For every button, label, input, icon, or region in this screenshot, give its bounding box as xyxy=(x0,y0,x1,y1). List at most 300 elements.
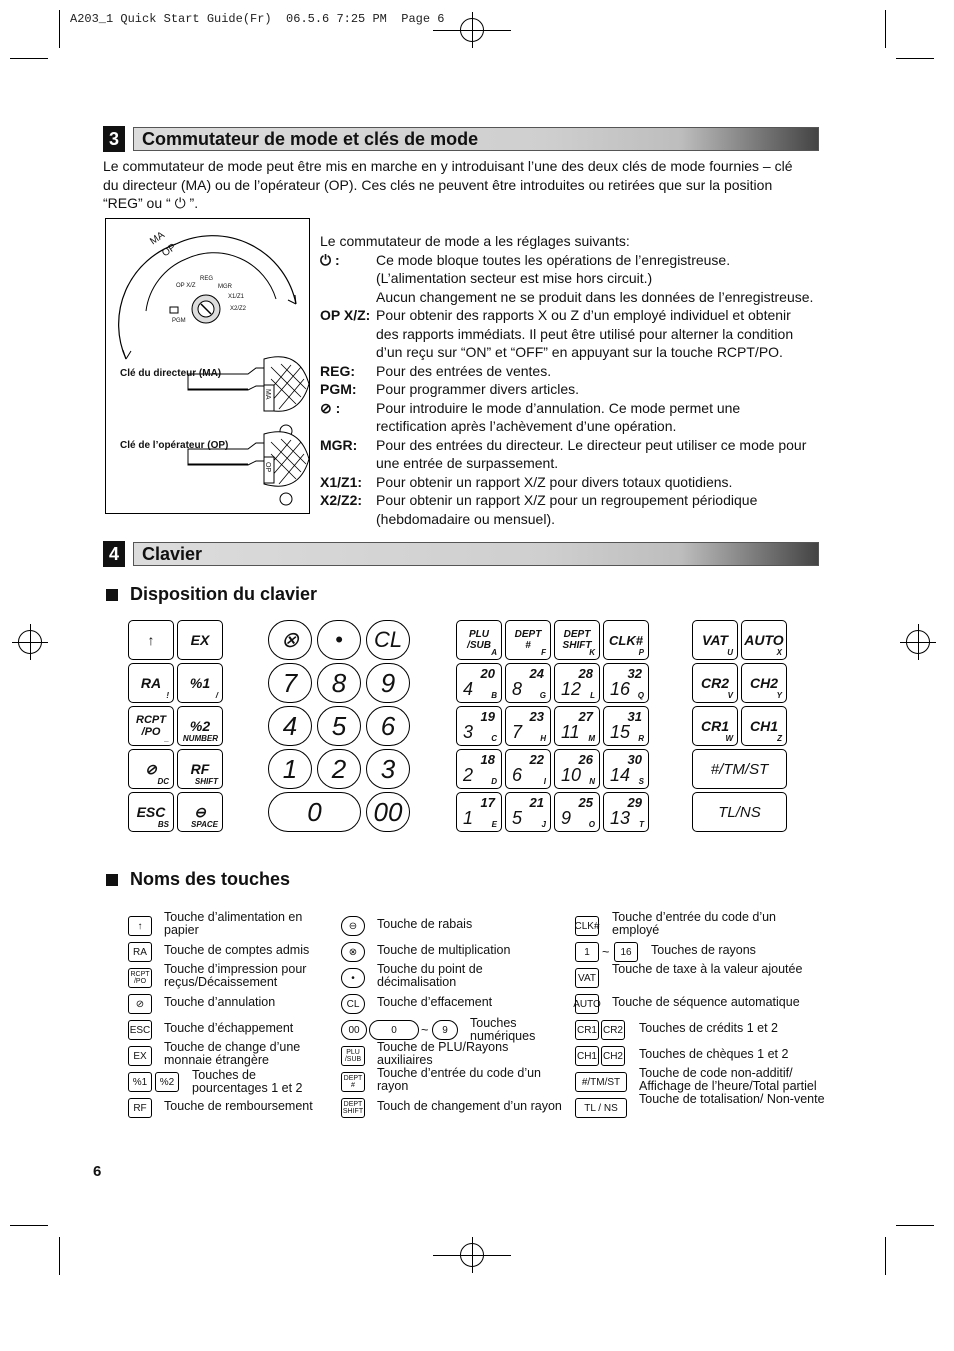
numeric-key[interactable] xyxy=(268,620,312,660)
keyboard-key[interactable] xyxy=(177,792,223,832)
key-sublabel: A xyxy=(491,648,497,657)
key-label: DEPT # xyxy=(514,629,542,651)
registration-mark xyxy=(454,1237,490,1273)
legend-key xyxy=(601,1046,625,1066)
legend-key xyxy=(341,968,365,988)
switch-label-pgm: PGM xyxy=(172,318,186,324)
numeric-key[interactable] xyxy=(317,620,361,660)
department-key[interactable] xyxy=(603,663,649,703)
crop-mark xyxy=(10,1225,48,1226)
legend-description: Touche d’alimentation en papier xyxy=(164,910,303,937)
key-label: CR2 xyxy=(700,675,729,691)
legend-key-label: 1 xyxy=(584,946,590,958)
department-key[interactable] xyxy=(505,663,551,703)
legend-key-label: CH1 xyxy=(576,1050,597,1062)
dept-number-shifted: 23 xyxy=(529,709,544,724)
legend-key xyxy=(575,942,599,962)
key-sublabel: NUMBER xyxy=(182,734,218,743)
key-label: CLK# xyxy=(609,632,643,648)
legend-key xyxy=(601,1020,625,1040)
legend-key xyxy=(575,1098,627,1118)
dept-number-shifted: 32 xyxy=(627,666,642,681)
legend-key xyxy=(575,1072,627,1092)
legend-key xyxy=(128,916,152,936)
key-label: RCPT /PO xyxy=(136,714,166,738)
legend-description: Touches numériques xyxy=(470,1016,536,1043)
legend-description: Touche d’entrée du code d’un employé xyxy=(612,910,777,937)
legend-description: Touche de rabais xyxy=(377,917,473,931)
legend-key-label: #/TM/ST xyxy=(581,1076,621,1088)
department-key[interactable] xyxy=(603,792,649,832)
dept-number-shifted: 31 xyxy=(627,709,642,724)
registration-mark xyxy=(454,12,490,48)
dept-number-shifted: 27 xyxy=(578,709,593,724)
legend-key xyxy=(575,1046,599,1066)
switch-label-reg: REG xyxy=(200,276,214,282)
function-key[interactable] xyxy=(554,620,600,660)
key-label: 7 xyxy=(282,667,298,698)
key-sublabel: / xyxy=(215,691,218,700)
legend-key-label: CL xyxy=(346,998,360,1010)
legend-key-label: VAT xyxy=(578,972,596,984)
keyboard-key[interactable] xyxy=(128,749,174,789)
mode-description: Pour obtenir un rapport X/Z pour divers totaux quotidiens. xyxy=(376,473,733,490)
department-key[interactable] xyxy=(603,706,649,746)
legend-description: Touche d’entrée du code d’un rayon xyxy=(377,1066,542,1093)
mode-key xyxy=(320,510,376,529)
function-key[interactable] xyxy=(741,620,787,660)
legend-key-label: TL / NS xyxy=(584,1102,618,1114)
mode-key xyxy=(320,288,376,307)
legend-key xyxy=(128,942,152,962)
key-label: 4 xyxy=(282,710,298,741)
keyboard-key[interactable] xyxy=(128,620,174,660)
key-label: EX xyxy=(190,632,210,648)
switch-label-x2z2: X2/Z2 xyxy=(230,306,247,312)
mode-description: (L’alimentation secteur est mise hors circuit.) xyxy=(376,270,653,286)
department-key[interactable] xyxy=(456,792,502,832)
keyboard-key[interactable] xyxy=(177,663,223,703)
key-label: VAT xyxy=(702,632,728,648)
function-key[interactable] xyxy=(741,706,787,746)
mode-row xyxy=(320,269,826,288)
legend-description: Touche de totalisation/ Non-vente xyxy=(639,1092,825,1106)
legend-key xyxy=(341,1046,365,1066)
dept-number-shifted: 26 xyxy=(578,752,593,767)
key-sublabel: L xyxy=(590,691,595,700)
legend-key-label: CR2 xyxy=(602,1024,623,1036)
intro-line: Le commutateur de mode peut être mis en marche en y introduisant l’une des deux clés de mode fournies – clé xyxy=(103,158,793,174)
mode-key: MGR: xyxy=(320,436,358,453)
key-sublabel: E xyxy=(491,820,497,829)
mode-switch-illustration xyxy=(106,219,309,513)
mode-row xyxy=(320,362,826,381)
mode-description: Pour des entrées du directeur. Le directeur peut utiliser ce mode pour xyxy=(376,436,807,453)
legend-key xyxy=(575,1020,599,1040)
key-sublabel: BS xyxy=(157,820,169,829)
function-key[interactable] xyxy=(692,663,738,703)
mode-key: REG: xyxy=(320,362,355,379)
keyboard-key[interactable] xyxy=(128,663,174,703)
mode-key xyxy=(320,417,376,436)
legend-key-label: PLU /SUB xyxy=(344,1049,362,1063)
key-sublabel: V xyxy=(727,691,733,700)
legend-key xyxy=(128,994,152,1014)
key-label: RF xyxy=(190,761,210,777)
key-label: PLU /SUB xyxy=(467,629,491,651)
mode-description: Pour obtenir des rapports X ou Z d’un employé individuel et obtenir xyxy=(376,307,791,323)
legend-key-label: RA xyxy=(133,946,147,958)
key-label: CL xyxy=(373,627,403,652)
numeric-key[interactable] xyxy=(268,706,312,746)
key-sublabel: SPACE xyxy=(191,820,218,829)
dept-number: 7 xyxy=(512,722,523,742)
key-sublabel: ! xyxy=(166,691,169,700)
legend-key-label: ⊘ xyxy=(135,998,145,1010)
dept-number: 1 xyxy=(463,808,474,828)
key-sublabel: S xyxy=(638,777,644,786)
key-sublabel: C xyxy=(491,734,497,743)
numeric-key[interactable] xyxy=(268,792,361,832)
department-key[interactable] xyxy=(456,749,502,789)
legend-description: Touche de taxe à la valeur ajoutée xyxy=(612,962,803,976)
legend-key-label: 00 xyxy=(348,1024,360,1036)
legend-description: Touche de comptes admis xyxy=(164,943,310,957)
legend-description: Touches de crédits 1 et 2 xyxy=(639,1021,778,1035)
key-label: %1 xyxy=(189,675,211,691)
key-label: CH1 xyxy=(749,718,778,734)
dept-number-shifted: 22 xyxy=(529,752,544,767)
legend-key-label: ESC xyxy=(129,1024,151,1036)
crop-mark xyxy=(10,58,48,59)
key-ma-caption: Clé du directeur (MA) xyxy=(120,368,222,379)
key-sublabel: I xyxy=(543,777,546,786)
key-label: AUTO xyxy=(744,632,784,648)
department-key[interactable] xyxy=(505,706,551,746)
mode-description: rectification après l’achèvement d’une opération. xyxy=(376,418,677,434)
key-sublabel: X xyxy=(776,648,782,657)
dept-number: 5 xyxy=(512,808,523,828)
key-label: 3 xyxy=(380,753,396,784)
keyboard-key[interactable] xyxy=(177,620,223,660)
legend-key-label: RCPT /PO xyxy=(130,971,150,985)
mode-key xyxy=(320,325,376,344)
function-key[interactable] xyxy=(692,792,787,832)
function-key[interactable] xyxy=(692,620,738,660)
mode-row xyxy=(320,325,826,344)
mode-description: d’un reçu sur “ON” et “OFF” en appuyant sur la touche RCPT/PO. xyxy=(376,344,783,360)
department-key[interactable] xyxy=(456,706,502,746)
key-label: TL/NS xyxy=(718,803,761,821)
legend-key xyxy=(614,942,638,962)
key-sublabel: N xyxy=(589,777,595,786)
legend-key xyxy=(128,968,152,988)
arc-label-ma: MA xyxy=(148,229,167,248)
key-sublabel: T xyxy=(639,820,644,829)
keyboard-key[interactable] xyxy=(128,792,174,832)
key-sublabel: R xyxy=(638,734,644,743)
numeric-key[interactable] xyxy=(317,663,361,703)
key-sublabel: F xyxy=(541,648,546,657)
section-3-intro xyxy=(103,157,823,213)
function-key[interactable] xyxy=(456,620,502,660)
legend-key-label: ⊖ xyxy=(348,920,358,932)
key-sublabel: _ xyxy=(164,734,169,743)
numeric-key[interactable] xyxy=(366,620,410,660)
function-key[interactable] xyxy=(692,749,787,789)
key-sublabel: B xyxy=(491,691,497,700)
numeric-key[interactable] xyxy=(366,792,410,832)
legend-key xyxy=(128,1072,152,1092)
keyboard-key[interactable] xyxy=(177,749,223,789)
mode-key: X1/Z1: xyxy=(320,473,363,490)
legend-description: Touche de code non-additif/ Affichage de l’heure/Total partiel xyxy=(639,1066,817,1093)
department-key[interactable] xyxy=(554,663,600,703)
numeric-key[interactable] xyxy=(317,749,361,789)
section-title: Commutateur de mode et clés de mode xyxy=(133,127,819,151)
legend-key xyxy=(341,1020,367,1040)
switch-label-mgr: MGR xyxy=(218,284,232,290)
department-key[interactable] xyxy=(554,749,600,789)
legend-key-label: ↑ xyxy=(137,920,143,932)
legend-key-label: CH2 xyxy=(602,1050,623,1062)
legend-description: Touches de chèques 1 et 2 xyxy=(639,1047,789,1061)
mode-row xyxy=(320,491,826,510)
mode-row xyxy=(320,251,826,270)
key-sublabel: SHIFT xyxy=(194,777,218,786)
legend-key-label: • xyxy=(351,972,355,984)
mode-row xyxy=(320,436,826,455)
crop-mark xyxy=(885,10,886,48)
modes-intro: Le commutateur de mode a les réglages suivants: xyxy=(320,233,630,249)
legend-key-label: 0 xyxy=(391,1024,397,1036)
legend-key xyxy=(341,1072,365,1092)
key-label: CR1 xyxy=(700,718,729,734)
dept-number-shifted: 29 xyxy=(627,795,642,810)
dept-number-shifted: 30 xyxy=(627,752,642,767)
key-label: 8 xyxy=(331,667,347,698)
dept-number-shifted: 18 xyxy=(480,752,495,767)
legend-key xyxy=(575,994,599,1014)
legend-key-label: AUTO xyxy=(573,998,601,1010)
key-label: ⊘ xyxy=(145,760,157,777)
mode-key xyxy=(320,343,376,362)
key-sublabel: H xyxy=(540,734,546,743)
key-label: 00 xyxy=(373,796,403,827)
legend-description: Touche d’effacement xyxy=(377,995,493,1009)
legend-key-label: 16 xyxy=(620,946,632,958)
key-label: • xyxy=(335,627,343,652)
department-key[interactable] xyxy=(554,706,600,746)
mode-key: OP X/Z: xyxy=(320,307,371,323)
legend-key xyxy=(155,1072,179,1092)
department-key[interactable] xyxy=(505,792,551,832)
mode-description: une entrée de surpassement. xyxy=(376,455,559,471)
key-label: ESC xyxy=(136,804,166,820)
legend-description: Touche d’échappement xyxy=(164,1021,294,1035)
key-sublabel: U xyxy=(727,648,733,657)
mode-description: Pour introduire le mode d’annulation. Ce mode permet une xyxy=(376,399,741,416)
mode-description: (hebdomadaire ou mensuel). xyxy=(376,510,555,527)
crop-mark xyxy=(885,1237,886,1275)
legend-key xyxy=(128,1098,152,1118)
registration-mark xyxy=(12,624,48,660)
dept-number: 13 xyxy=(610,808,631,828)
key-label: 0 xyxy=(307,796,322,827)
crop-mark xyxy=(896,1225,934,1226)
key-ma-tag: MA xyxy=(264,389,271,400)
numeric-key[interactable] xyxy=(268,663,312,703)
legend-description: Touche du point de décimalisation xyxy=(377,962,483,989)
dept-number: 3 xyxy=(463,722,474,742)
key-label: ⊖ xyxy=(194,803,206,820)
crop-mark xyxy=(896,58,934,59)
key-label: ⊗ xyxy=(280,627,300,652)
dept-number-shifted: 24 xyxy=(529,666,544,681)
key-sublabel: W xyxy=(725,734,733,743)
heading-text: Noms des touches xyxy=(130,869,291,889)
legend-description: Touche de séquence automatique xyxy=(612,995,800,1009)
legend-description: Touch de changement d’un rayon xyxy=(377,1099,562,1113)
legend-key xyxy=(341,916,365,936)
registration-mark xyxy=(900,624,936,660)
key-label: 1 xyxy=(282,753,298,784)
key-sublabel: M xyxy=(588,734,595,743)
mode-key: ⏻ : xyxy=(320,251,340,268)
dept-number: 8 xyxy=(512,679,523,699)
dept-number-shifted: 17 xyxy=(480,795,495,810)
key-sublabel: Y xyxy=(776,691,782,700)
department-key[interactable] xyxy=(603,749,649,789)
bullet-square xyxy=(106,589,118,601)
function-key[interactable] xyxy=(692,706,738,746)
keyboard-key[interactable] xyxy=(128,706,174,746)
bullet-square xyxy=(106,874,118,886)
mode-description: Pour des entrées de ventes. xyxy=(376,362,552,379)
section-3-header xyxy=(103,126,819,152)
mode-row xyxy=(320,288,826,307)
key-op-caption: Clé de l’opérateur (OP) xyxy=(120,440,229,451)
crop-mark xyxy=(59,1237,60,1275)
dept-number-shifted: 21 xyxy=(529,795,544,810)
intro-line: du directeur (MA) ou de l’opérateur (OP). Ces clés ne peuvent être introduites ou retirées que sur la position xyxy=(103,176,773,193)
keyboard-layout-heading xyxy=(106,584,317,605)
key-label: RA xyxy=(140,675,162,691)
dept-number: 12 xyxy=(561,679,582,699)
legend-description: Touche d’impression pour reçus/Décaissement xyxy=(164,962,307,989)
dept-number: 10 xyxy=(561,765,582,785)
numeric-key[interactable] xyxy=(366,663,410,703)
legend-key xyxy=(341,994,365,1014)
key-op-tag: OP xyxy=(264,462,271,473)
department-key[interactable] xyxy=(456,663,502,703)
key-label: ↑ xyxy=(147,632,155,648)
mode-description: Aucun changement ne se produit dans les données de l’enregistreuse. xyxy=(376,288,814,305)
legend-key-label: RF xyxy=(133,1102,147,1114)
key-label: 2 xyxy=(331,753,347,784)
key-label: %2 xyxy=(189,718,211,734)
section-4-header xyxy=(103,541,819,567)
legend-key-label: DEPT # xyxy=(343,1075,363,1089)
department-key[interactable] xyxy=(505,749,551,789)
function-key[interactable] xyxy=(741,663,787,703)
mode-description: des rapports immédiats. Il peut être utilisé pour alterner la condition xyxy=(376,325,794,342)
key-names-heading xyxy=(106,869,290,890)
function-key[interactable] xyxy=(505,620,551,660)
mode-switch-figure xyxy=(105,218,310,514)
legend-key-label: %2 xyxy=(159,1076,175,1088)
mode-description: Pour programmer divers articles. xyxy=(376,381,580,397)
key-label: 5 xyxy=(331,710,347,741)
mode-key: PGM: xyxy=(320,381,357,397)
intro-line: “REG” ou “ ⏻ ”. xyxy=(103,195,199,211)
dept-number-shifted: 20 xyxy=(480,666,495,681)
key-sublabel: K xyxy=(589,648,595,657)
mode-row xyxy=(320,510,826,529)
legend-description: Touche d’annulation xyxy=(164,995,276,1009)
keyboard-key[interactable] xyxy=(177,706,223,746)
mode-key xyxy=(320,454,376,473)
crop-mark xyxy=(59,10,60,48)
mode-row xyxy=(320,343,826,362)
dept-number-shifted: 25 xyxy=(578,795,593,810)
mode-row xyxy=(320,473,826,492)
department-key[interactable] xyxy=(554,792,600,832)
key-sublabel: G xyxy=(539,691,546,700)
mode-key xyxy=(320,269,376,288)
legend-description: Touche de change d’une monnaie étrangère xyxy=(164,1040,301,1067)
legend-key xyxy=(575,968,599,988)
key-sublabel: Z xyxy=(777,734,782,743)
legend-key xyxy=(432,1020,458,1040)
numeric-key[interactable] xyxy=(366,749,410,789)
legend-description: Touche de remboursement xyxy=(164,1099,313,1113)
mode-key: ⊘ : xyxy=(320,399,341,416)
dept-number: 11 xyxy=(561,722,580,742)
dept-number: 9 xyxy=(561,808,572,828)
range-separator: ~ xyxy=(421,1023,429,1037)
numeric-key[interactable] xyxy=(317,706,361,746)
mode-description: Ce mode bloque toutes les opérations de l’enregistreuse. xyxy=(376,251,731,268)
dept-number: 16 xyxy=(610,679,631,699)
section-number: 3 xyxy=(103,126,125,152)
key-sublabel: D xyxy=(491,777,497,786)
key-label: CH2 xyxy=(749,675,778,691)
key-label: 6 xyxy=(380,710,396,741)
print-header: A203_1 Quick Start Guide(Fr) 06.5.6 7:25 PM Page 6 xyxy=(70,12,445,26)
dept-number: 4 xyxy=(463,679,474,699)
dept-number: 15 xyxy=(610,722,631,742)
section-title: Clavier xyxy=(133,542,819,566)
mode-row xyxy=(320,380,826,399)
key-label: 9 xyxy=(380,667,396,698)
key-label: DEPT SHIFT xyxy=(562,629,592,651)
legend-key xyxy=(128,1020,152,1040)
numeric-key[interactable] xyxy=(268,749,312,789)
function-key[interactable] xyxy=(603,620,649,660)
legend-key-label: DEPT SHIFT xyxy=(342,1101,364,1115)
legend-description: Touche de multiplication xyxy=(377,943,511,957)
key-sublabel: P xyxy=(638,648,644,657)
numeric-key[interactable] xyxy=(366,706,410,746)
key-sublabel: Q xyxy=(637,691,644,700)
mode-row xyxy=(320,454,826,473)
section-number: 4 xyxy=(103,541,125,567)
mode-row xyxy=(320,417,826,436)
key-label: #/TM/ST xyxy=(710,760,769,778)
dept-number-shifted: 19 xyxy=(480,709,495,724)
arc-label-op: OP xyxy=(160,241,179,260)
